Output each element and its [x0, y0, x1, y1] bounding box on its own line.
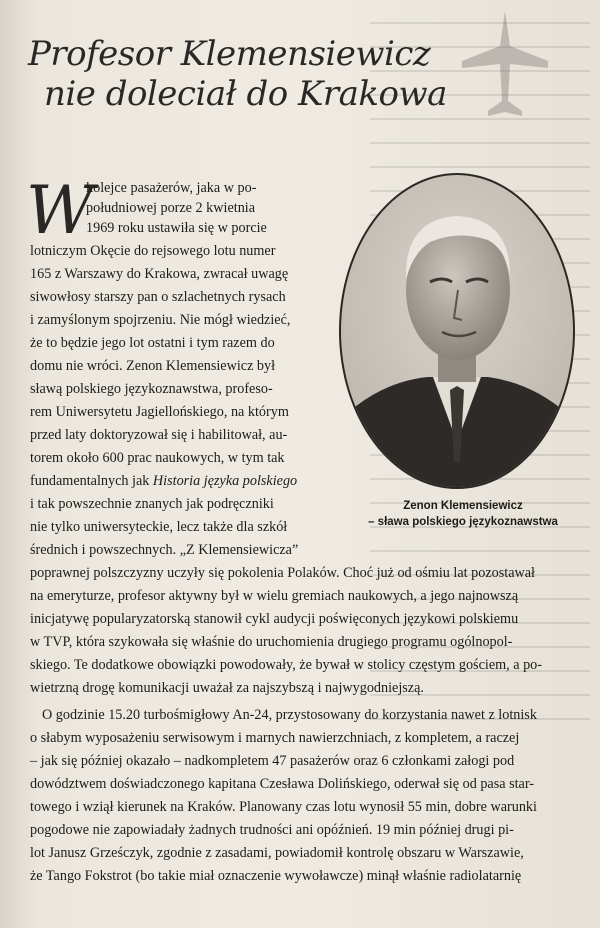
title-line-1: Profesor Klemensiewicz: [28, 34, 431, 74]
text-line: inicjatywę popularyzatorską stanowił cykl audycji poświęconych językowi polskiemu: [30, 611, 519, 627]
portrait-photo-icon: [338, 172, 576, 490]
text-line: lotniczym Okęcie do rejsowego lotu numer: [30, 243, 276, 259]
caption-line-1: Zenon Klemensiewicz: [403, 500, 523, 512]
text-line: torem około 600 prac naukowych, w tym tak: [30, 450, 285, 466]
text-fragment: fundamentalnych jak: [30, 473, 150, 489]
text-line: lot Janusz Grześczyk, zgodnie z zasadami, powiadomił kontrolę obszaru w Warszawie,: [30, 845, 524, 861]
title-line-2: nie doleciał do Krakowa: [44, 74, 447, 114]
text-line: skiego. Te dodatkowe obowiązki powodowały, że bywał w stolicy częstym gościem, a po-: [30, 657, 542, 673]
text-line: nie tylko uniwersyteckie, lecz także dla szkół: [30, 519, 288, 535]
text-line: w TVP, która szykowała się właśnie do uruchomienia drugiego programu ogólnopol-: [30, 634, 513, 650]
text-line: dowództwem doświadczonego kapitana Czesława Dolińskiego, oderwał się od pasa star-: [30, 776, 535, 792]
text-line: wietrzną drogę komunikacji uważał za najszybszą i najwygodniejszą.: [30, 680, 424, 696]
text-line: – jak się później okazało – nadkompletem 47 pasażerów oraz 6 członkami załogi pod: [30, 753, 515, 769]
text-line: i zamyślonym spojrzeniu. Nie mógł wiedzieć,: [30, 312, 291, 328]
text-line: i tak powszechnie znanych jak podręczniki: [30, 496, 274, 512]
article-title: [28, 34, 447, 114]
text-line: rem Uniwersytetu Jagiellońskiego, na którym: [30, 404, 289, 420]
text-line: O godzinie 15.20 turbośmigłowy An-24, przystosowany do korzystania nawet z lotnisk: [42, 707, 537, 723]
text-line: siwowłosy starszy pan o szlachetnych rysach: [30, 289, 286, 305]
text-line: południowej porze 2 kwietnia: [86, 200, 256, 216]
text-line: o słabym wyposażeniu serwisowym i marnych nawierzchniach, z kompletem, a raczej: [30, 730, 520, 746]
text-line: na emeryturze, profesor aktywny był w wielu gremiach naukowych, a jego najnowszą: [30, 588, 519, 604]
text-line: towego i wziął kierunek na Kraków. Planowany czas lotu wynosił 55 min, dobre warunki: [30, 799, 537, 815]
text-line: kolejce pasażerów, jaka w po-: [86, 180, 257, 196]
text-line: [30, 471, 297, 491]
figure-caption: [338, 498, 588, 530]
text-line: domu nie wróci. Zenon Klemensiewicz był: [30, 358, 276, 374]
caption-line-2: – sława polskiego językoznawstwa: [368, 516, 558, 528]
drop-cap: W: [26, 172, 94, 249]
text-line: sławą polskiego językoznawstwa, profeso-: [30, 381, 273, 397]
airplane-silhouette-icon: [460, 6, 550, 126]
text-line: że to będzie jego lot ostatni i tym razem do: [30, 335, 275, 351]
text-line: poprawnej polszczyzny uczyły się pokolenia Polaków. Choć już od ośmiu lat pozostawał: [30, 565, 535, 581]
text-line: pogodowe nie zapowiadały żadnych trudności ani opóźnień. 19 min później drugi pi-: [30, 822, 514, 838]
text-line: średnich i powszechnych. „Z Klemensiewicza”: [30, 542, 299, 558]
text-line: przed laty doktoryzował się i habilitował, au-: [30, 427, 288, 443]
text-line: że Tango Fokstrot (bo takie miał oznaczenie wywoławcze) minął właśnie radiolatarnię: [30, 868, 522, 884]
text-line: 1969 roku ustawiła się w porcie: [86, 220, 267, 236]
text-line: 165 z Warszawy do Krakowa, zwracał uwagę: [30, 266, 289, 282]
book-title-italic: Historia języka polskiego: [152, 473, 298, 489]
portrait-figure: [338, 172, 576, 490]
